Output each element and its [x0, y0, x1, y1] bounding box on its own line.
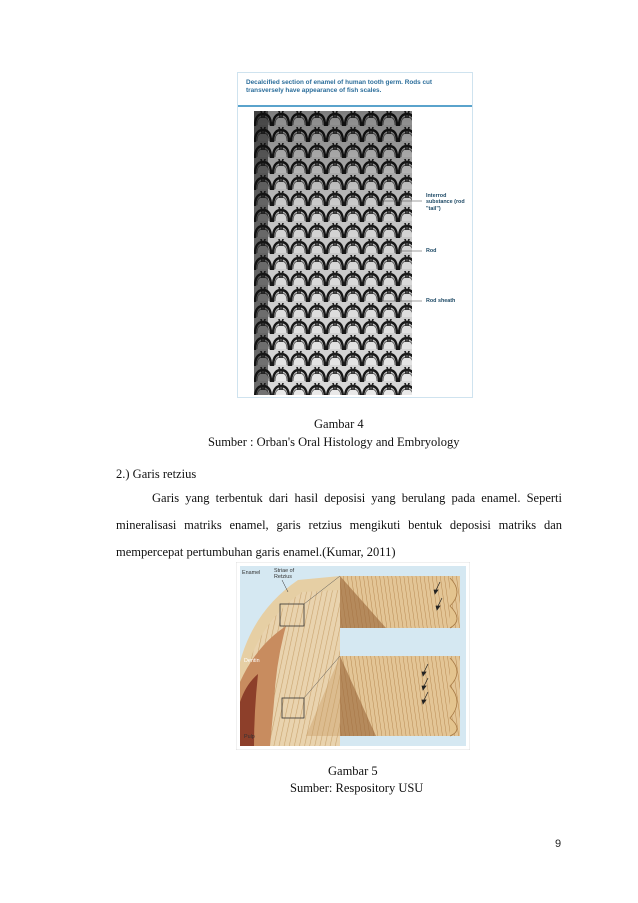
paragraph-line-1: Garis yang terbentuk dari hasil deposisi yang berulang pada enamel. Seperti [152, 491, 562, 505]
label-leader-lines [372, 111, 472, 395]
label-rod: Rod [426, 248, 437, 254]
figure-5-source: Sumber: Respository USU [290, 781, 424, 795]
label-pulp: Pulp [244, 734, 255, 740]
section-heading: 2.) Garis retzius [116, 467, 197, 481]
paragraph [116, 485, 562, 566]
figure-4-labels [412, 111, 472, 395]
label-striae-of-retzius: Striae of Retzius [274, 568, 295, 580]
label-interrod-substance: Interrod substance (rod "tail") [426, 193, 465, 212]
figure-5-title: Gambar 5 [328, 764, 378, 778]
paragraph-line-3: mempercepat pertumbuhan garis enamel.(Kumar, 2011) [116, 545, 396, 559]
figure-4-source: Sumber : Orban's Oral Histology and Embryology [208, 435, 460, 449]
label-enamel: Enamel [242, 570, 261, 576]
figure-4-title: Gambar 4 [314, 417, 364, 431]
page-number: 9 [555, 838, 562, 850]
figure-5 [236, 562, 470, 750]
label-rod-sheath: Rod sheath [426, 298, 456, 304]
striae-of-retzius-illustration [236, 562, 470, 750]
label-dentin: Dentin [244, 658, 260, 664]
paragraph-line-2: mineralisasi matriks enamel, garis retzius mengikuti bentuk deposisi matriks dan [116, 518, 562, 532]
figure-4-caption: Decalcified section of enamel of human tooth germ. Rods cut transversely have appearance of fish scales. [238, 73, 472, 107]
figure-4 [237, 72, 473, 398]
